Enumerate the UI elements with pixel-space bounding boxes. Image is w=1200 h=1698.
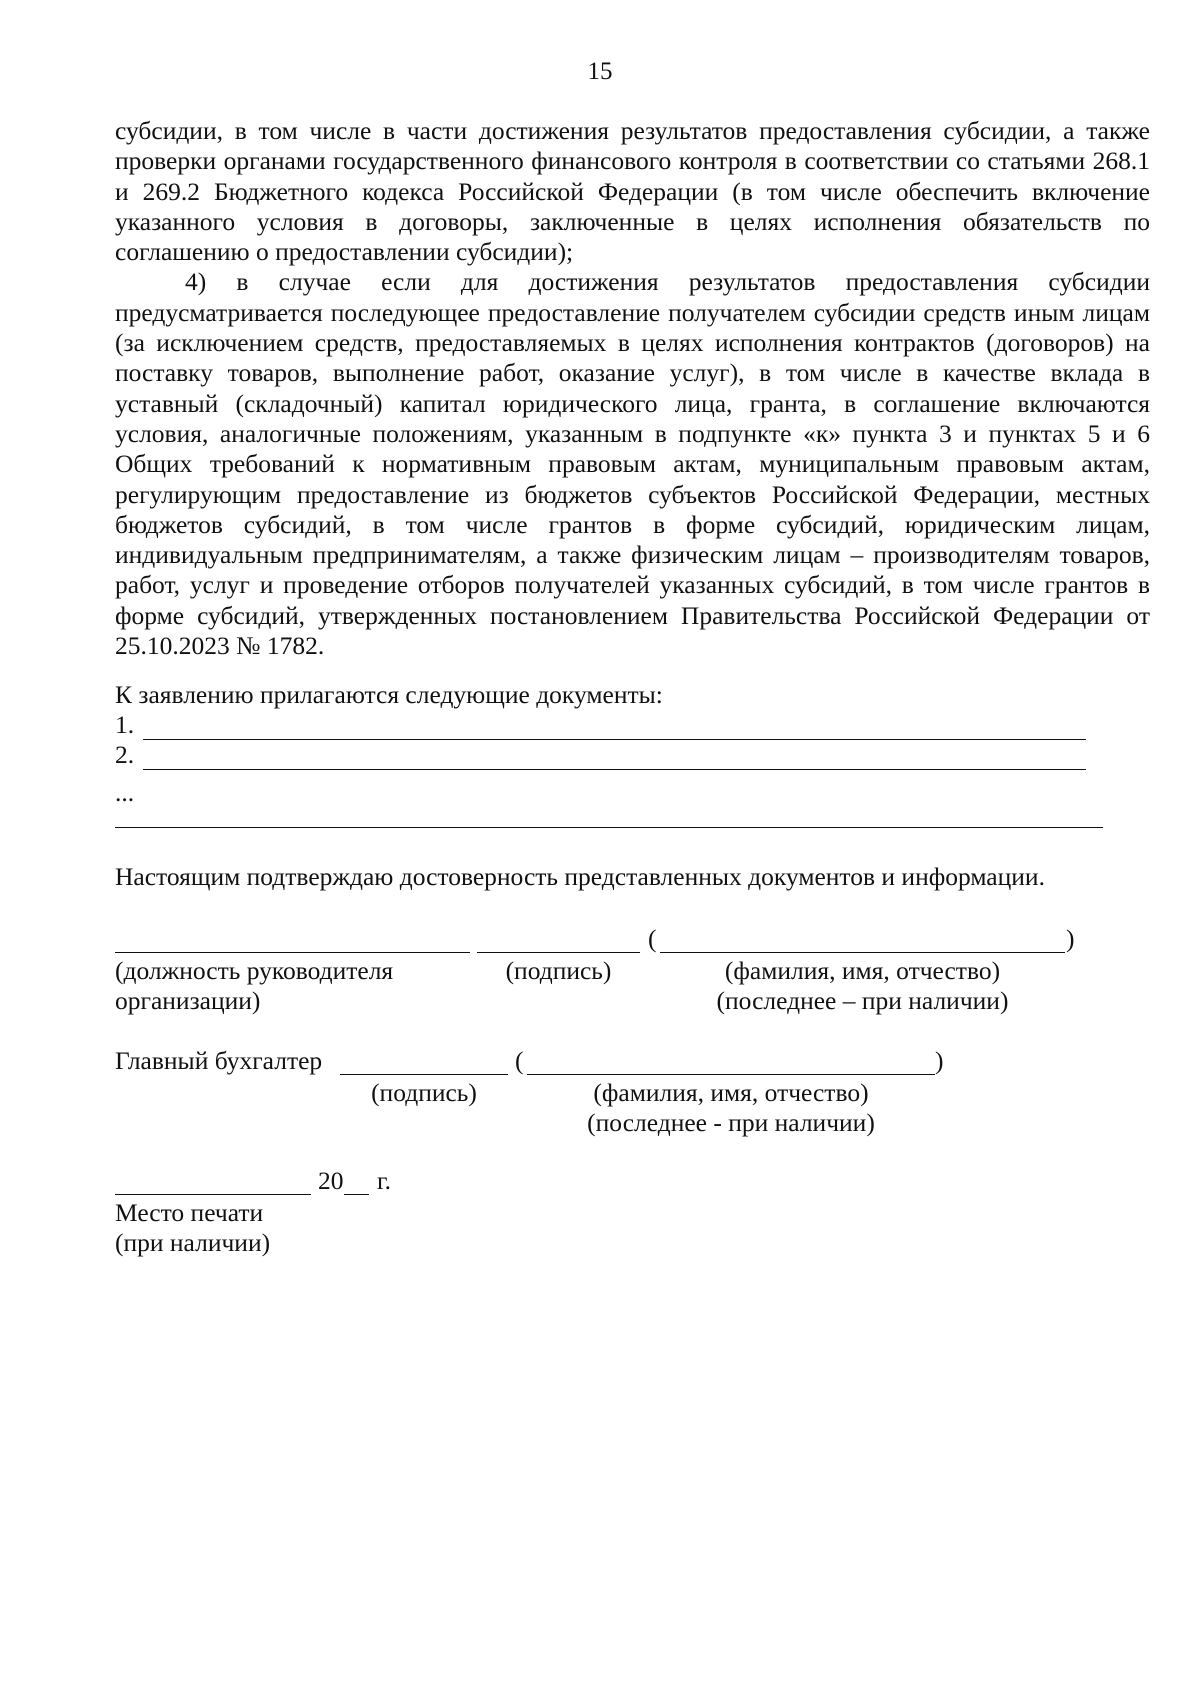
- seal-caption-1: Место печати: [115, 1198, 264, 1227]
- head-signature-caption: (подпись): [505, 956, 612, 985]
- chief-signature-caption: (подпись): [371, 1078, 477, 1107]
- chief-name-blank[interactable]: [527, 1072, 935, 1075]
- date-blank[interactable]: [115, 1192, 311, 1195]
- attachment-number-2: 2.: [115, 740, 135, 769]
- head-name-blank[interactable]: [660, 950, 1065, 953]
- head-position-caption-2: организации): [115, 986, 261, 1015]
- attachment-blank-full[interactable]: [115, 827, 1103, 828]
- confirmation-text: Настоящим подтверждаю достоверность представленных документов и информации.: [115, 862, 1045, 891]
- chief-name-paren-close: ): [935, 1046, 944, 1075]
- seal-caption-2: (при наличии): [115, 1228, 271, 1257]
- page-number: 15: [587, 58, 613, 85]
- attachment-row-2: [115, 740, 1086, 770]
- attachment-number-1: 1.: [115, 710, 135, 739]
- head-position-blank[interactable]: [115, 950, 470, 953]
- attachment-blank-2[interactable]: [143, 745, 1086, 770]
- date-year-suffix: г.: [377, 1166, 391, 1195]
- chief-name-caption-1: (фамилия, имя, отчество): [593, 1078, 869, 1107]
- chief-name-paren-open: (: [515, 1046, 524, 1075]
- attachment-ellipsis: ...: [115, 778, 135, 807]
- attachment-blank-1[interactable]: [143, 715, 1086, 740]
- head-signature-blank[interactable]: [477, 950, 640, 953]
- head-name-paren-open: (: [648, 924, 657, 953]
- paragraph-item-4: 4) в случае если для достижения результатов предоставления субсидии предусматривается последующее предоставление получателем субсидии средств иным лицам (за исключением средств, предоставляемых в целях исполнения контрактов (договоров) на поставку товаров, выполнение работ, оказание услуг), в том числе в качестве вклада в уставный (складочный) капитал юридического лица, гранта, в соглашение включаются условия, аналогичные положениям, указанным в подпункте «к» пункта 3 и пунктах 5 и 6 Общих требований к нормативным правовым актам, муниципальным правовым актам, регулирующим предоставление из бюджетов субъектов Российской Федерации, местных бюджетов субсидий, в том числе грантов в форме субсидий, юридическим лицам, индивидуальным предпринимателям, а также физическим лицам – производителям товаров, работ, услуг и проведение отборов получателей указанных субсидий, в том числе грантов в форме субсидий, утвержденных постановлением Правительства Российской Федерации от 25.10.2023 № 1782.: [115, 267, 1150, 661]
- head-name-caption-1: (фамилия, имя, отчество): [724, 956, 1001, 985]
- attachment-row-1: [115, 710, 1086, 740]
- attachments-heading: К заявлению прилагаются следующие документы:: [115, 680, 663, 709]
- head-position-caption-1: (должность руководителя: [115, 956, 394, 985]
- paragraph-continuation: субсидии, в том числе в части достижения результатов предоставления субсидии, а также проверки органами государственного финансового контроля в соответствии со статьями 268.1 и 269.2 Бюджетного кодекса Российской Федерации (в том числе обеспечить включение указанного условия в договоры, заключенные в целях исполнения обязательств по соглашению о предоставлении субсидии);: [115, 116, 1150, 267]
- body-text: [115, 116, 1150, 661]
- date-year-blank[interactable]: [344, 1192, 369, 1195]
- date-year-prefix: 20: [318, 1166, 344, 1195]
- head-name-paren-close: ): [1066, 924, 1075, 953]
- chief-signature-blank[interactable]: [340, 1072, 508, 1075]
- head-name-caption-2: (последнее – при наличии): [716, 986, 1009, 1015]
- chief-accountant-label: Главный бухгалтер: [115, 1046, 323, 1075]
- chief-name-caption-2: (последнее - при наличии): [587, 1108, 875, 1137]
